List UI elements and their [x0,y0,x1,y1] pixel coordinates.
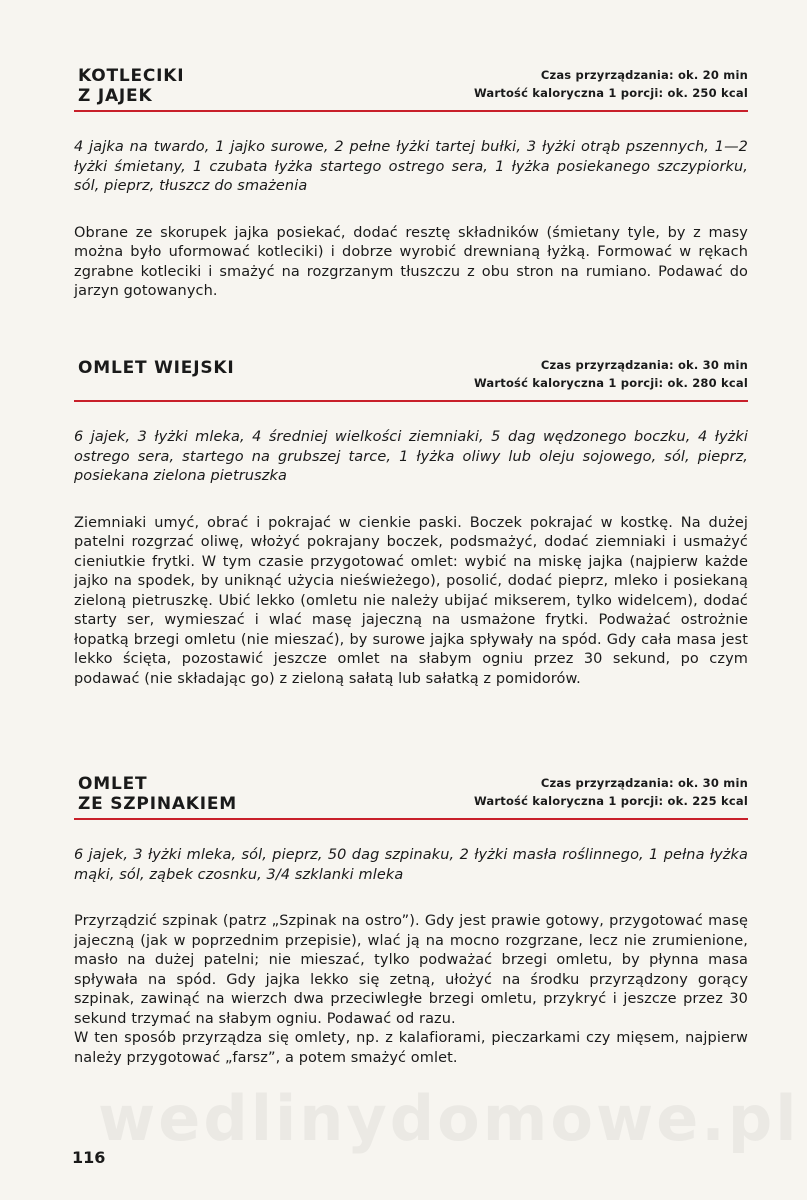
recipe-title-line: KOTLECIKI [78,66,185,86]
recipe-header [74,356,748,400]
recipe-title [78,358,235,378]
preparation-text: Ziemniaki umyć, obrać i pokrajać w cienkie paski. Boczek pokrajać w kostkę. Na dużej patelni rozgrzać oliwę, włożyć pokrajany boczek, podsmażyć, dodać ziemniaki i usmażyć cieniutkie frytki. W tym czasie przygotować omlet: wybić na miskę jajka (najpierw każde jajko na spodek, by uniknąć użycia nieświeżego), posolić, dodać pieprz, mleko i posiekaną zieloną pietruszkę. Ubić lekko (omletu nie należy ubijać mikserem, tylko widelcem), dodać starty ser, wymieszać i wlać masę jajeczną na usmażone frytki. Podważać ostrożnie łopatką brzegi omletu (nie mieszać), by surowe jajka spływały na spód. Gdy cała masa jest lekko ścięta, pozostawić jeszcze omlet na słabym ogniu przez 30 sekund, po czym podawać (nie składając go) z zieloną sałatą lub sałatką z pomidorów. [74,514,748,687]
preparation-text: Obrane ze skorupek jajka posiekać, dodać resztę składników (śmietany tyle, by z masy można było uformować kotleciki) i dobrze wyrobić drewnianą łyżką. Formować w rękach zgrabne kotleciki i smażyć na rozgrzanym tłuszczu z obu stron na rumiano. Podawać do jarzyn gotowanych. [74,224,748,299]
recipe-title [78,774,237,814]
prep-time: Czas przyrządzania: ok. 20 min [540,68,748,82]
recipe-title-line: OMLET WIEJSKI [78,358,235,378]
ingredients: 4 jajka na twardo, 1 jajko surowe, 2 pełne łyżki tartej bułki, 3 łyżki otrąb pszennych, 1—2 łyżki śmietany, 1 czubata łyżka startego ostrego sera, 1 łyżka posiekanego szczypiorku, sól, pieprz, tłuszcz do smażenia [74,139,748,194]
recipe-kotleciki-z-jajek [74,66,748,302]
recipe-title-line: Z JAJEK [78,86,153,106]
recipe-omlet-wiejski [74,356,748,689]
red-divider [74,818,748,820]
preparation [74,224,748,302]
preparation-text: Przyrządzić szpinak (patrz „Szpinak na ostro”). Gdy jest prawie gotowy, przygotować masę jajeczną (jak w poprzednim przepisie), wlać ją na mocno rozgrzane, lecz nie zrumienione, masło na dużej patelni; nie mieszać, tylko podważać brzegi omletu, by płynna masa spływała na spód. Gdy jajka lekko się zetną, ułożyć na środku przyrządzony gorący szpinak, zawinąć na wierzch dwa przeciwległe brzegi omletu, przykryć i jeszcze przez 30 sekund trzymać na słabym ogniu. Podawać od razu. [74,913,748,1027]
prep-time: Czas przyrządzania: ok. 30 min [540,776,748,790]
recipe-meta [474,356,748,392]
red-divider [74,400,748,402]
recipe-title-line: ZE SZPINAKIEM [78,794,238,814]
preparation-note: W ten sposób przyrządza się omlety, np. z kalafiorami, pieczarkami czy mięsem, najpierw należy przygotować „farsz”, a potem smażyć omlet. [74,1030,748,1066]
calories: Wartość kaloryczna 1 porcji: ok. 250 kcal [473,86,748,100]
calories: Wartość kaloryczna 1 porcji: ok. 280 kcal [473,376,748,390]
recipe-header [74,66,748,110]
recipe-meta [474,774,748,810]
watermark: wedlinydomowe.pl [98,1082,800,1155]
red-divider [74,110,748,112]
recipe-header [74,774,748,818]
preparation [74,912,748,1068]
recipe-meta [474,66,748,102]
recipe-title [78,66,184,106]
page-number: 116 [72,1148,106,1167]
recipe-title-line: OMLET [78,774,148,794]
ingredients: 6 jajek, 3 łyżki mleka, 4 średniej wielkości ziemniaki, 5 dag wędzonego boczku, 4 łyżki ostrego sera, startego na grubszej tarce, 1 łyżka oliwy lub oleju sojowego, sól, pieprz, posiekana zielona pietruszka [74,429,748,484]
ingredients: 6 jajek, 3 łyżki mleka, sól, pieprz, 50 dag szpinaku, 2 łyżki masła roślinnego, 1 pełna łyżka mąki, sól, ząbek czosnku, 3/4 szklanki mleka [74,847,748,883]
recipe-omlet-ze-szpinakiem [74,774,748,1068]
calories: Wartość kaloryczna 1 porcji: ok. 225 kcal [473,794,748,808]
prep-time: Czas przyrządzania: ok. 30 min [540,358,748,372]
preparation [74,514,748,690]
